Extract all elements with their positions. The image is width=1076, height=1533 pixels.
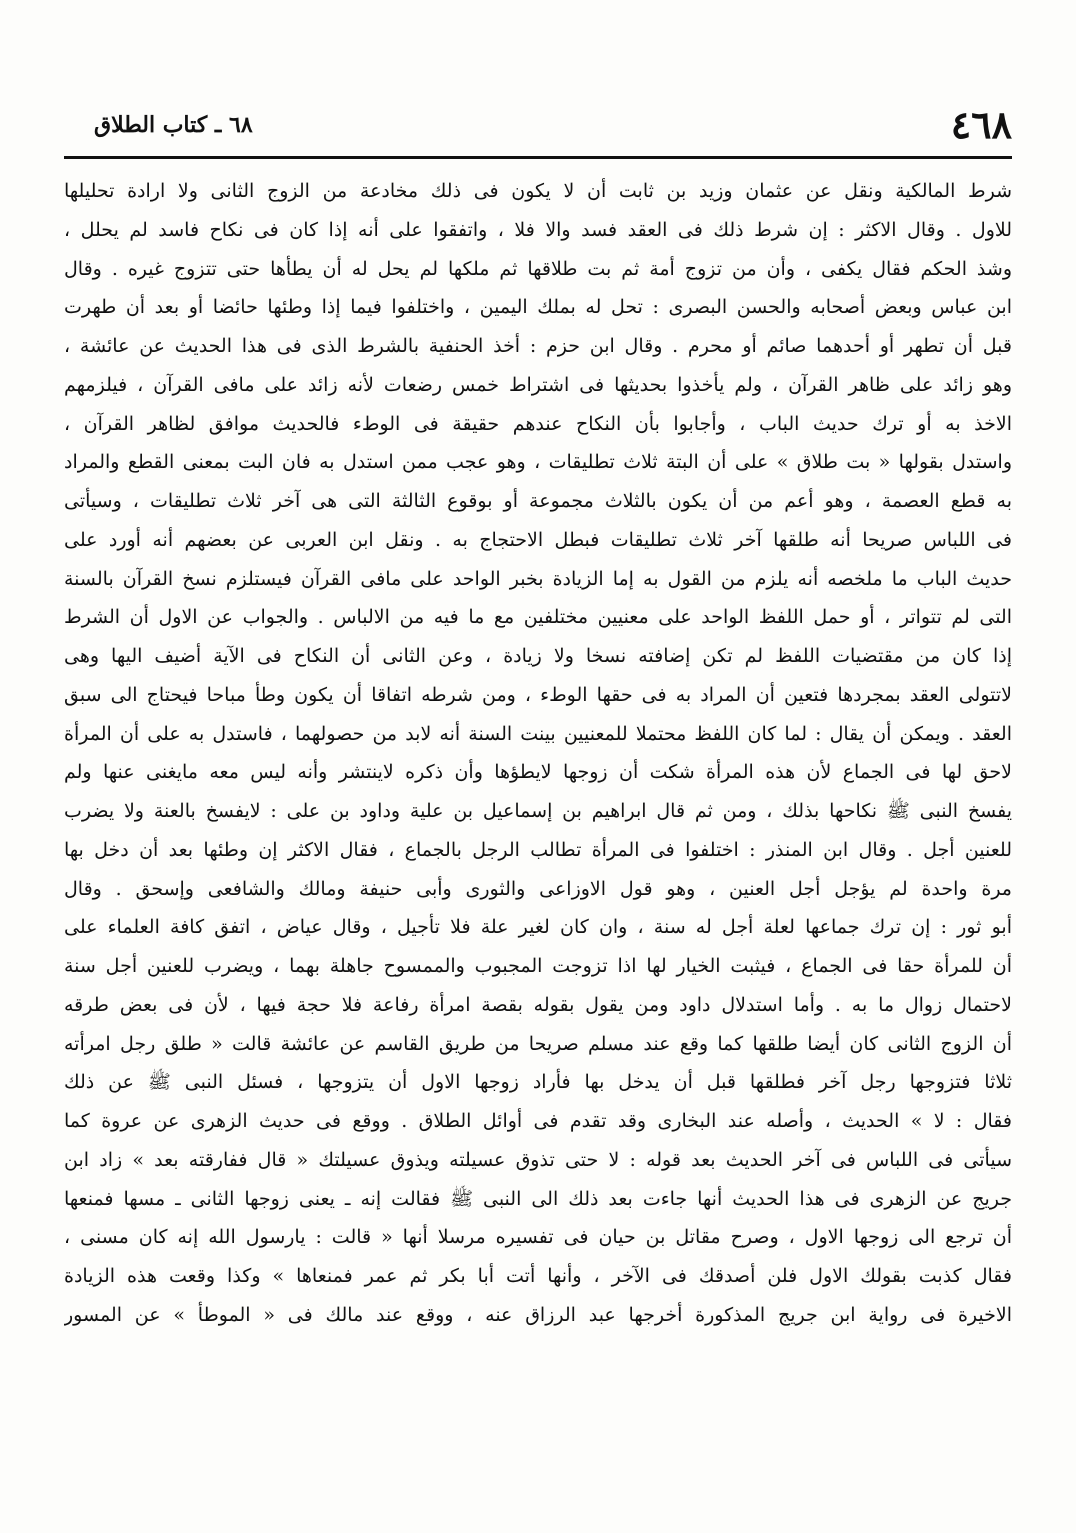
text-line xyxy=(64,1373,1012,1412)
header-rule xyxy=(64,156,1012,159)
text-line: للاول . وقال الاكثر : إن شرط ذلك فى العقد فسد والا فلا ، واتفقوا على أنه إذا كان فى نكاح فاسد لم يحلل ، xyxy=(64,218,1012,241)
text-line: وشذ الحكم فقال يكفى ، وأن من تزوج أمة ثم بت طلاقها ثم ملكها لم يحل له أن يطأها حتى تتزوج غيره . وقال xyxy=(64,257,1012,280)
page-number: ٤٦٨ xyxy=(950,102,1012,147)
text-line: فقال كذبت بقولك الاول فلن أصدقك فى الآخر ، وأنها أتت أبا بكر ثم عمر فمنعاها » وكذا وقعت هذه الزيادة xyxy=(64,1265,1012,1287)
running-title: ٦٨ ـ كتاب الطلاق xyxy=(94,112,253,138)
text-line: أن ترجع الى زوجها الاول ، وصرح مقاتل بن حيان فى تفسيره مرسلا أنها « قالت : يارسول الله إنه كان مسنى ، xyxy=(64,1226,1012,1249)
text-line xyxy=(64,1412,1012,1451)
text-line: حديث الباب ما ملخصه أنه يلزم من القول به إما الزيادة بخبر الواحد على مافى القرآن فيستلزم نسخ القرآن بالسنة xyxy=(64,567,1012,590)
text-line: وهو زائد على ظاهر القرآن ، ولم يأخذوا بحديثها فى اشتراط خمس رضعات لأنه زائد على مافى القرآن ، فيلزمهم xyxy=(64,373,1012,396)
text-line: أن الزوج الثانى كان أيضا طلقها كما وقع عند مسلم صريحا من طريق القاسم عن عائشة قالت « طلق رجل امرأته xyxy=(64,1032,1012,1055)
text-line: أن للمرأة حقا فى الجماع ، فيثبت الخيار لها اذا تزوجت المجبوب والممسوح جاهلة بهما ، ويضرب للعنين أجل سنة xyxy=(64,955,1012,977)
text-line: لاحق لها فى الجماع لأن هذه المرأة شكت أن زوجها لايطؤها وأن ذكره لاينتشر وأنه ليس معه مايغنى عنها ولم xyxy=(64,761,1012,784)
text-line: شرط المالكية ونقل عن عثمان وزيد بن ثابت أن لا يكون فى ذلك مخادعة من الزوج الثانى ولا ارادة تحليلها xyxy=(64,180,1012,202)
text-line: فقال : لا » الحديث ، وأصله عند البخارى وقد تقدم فى أوائل الطلاق . ووقع فى حديث الزهرى عن عروة كما xyxy=(64,1110,1012,1132)
text-line: أبو ثور : إن ترك جماعها لعلة أجل له سنة ، وان كان لغير علة فلا تأجيل ، وقال عياض ، اتفق كافة العلماء على xyxy=(64,916,1012,939)
body-text xyxy=(64,172,1012,1451)
text-line: واستدل بقولها « بت طلاق » على أن البتة ثلاث تطليقات ، وهو عجب ممن استدل به فان البت بمعنى القطع والمراد xyxy=(64,451,1012,474)
text-line: جريج عن الزهرى فى هذا الحديث أنها جاءت بعد ذلك الى النبى ﷺ فقالت إنه ـ يعنى زوجها الثانى ـ مسها فمنعها xyxy=(64,1187,1012,1210)
text-line: إذا كان من مقتضيات اللفظ لم تكن إضافته نسخا ولا زيادة ، وعن الثانى أن النكاح فى الآية أضيف اليها وهى xyxy=(64,645,1012,667)
text-line: فى اللباس صريحا أنه طلقها آخر ثلاث تطليقات فبطل الاحتجاج به . ونقل ابن العربى عن بعضهم أنه أورد على xyxy=(64,528,1012,551)
text-line: سيأتى فى اللباس فى آخر الحديث بعد قوله : لا حتى تذوق عسيلته ويذوق عسيلتك « قال ففارقته بعد » زاد ابن xyxy=(64,1148,1012,1171)
text-line: الاخذ به أو ترك حديث الباب ، وأجابوا بأن النكاح عندهم حقيقة فى الوطء فالحديث موافق لظاهر القرآن ، xyxy=(64,412,1012,435)
text-line: لاتتولى العقد بمجردها فتعين أن المراد به فى حقها الوطء ، ومن شرطه اتفاقا أن يكون وطأ مباحا فيحتاج الى سبق xyxy=(64,683,1012,706)
text-line: ثلاثا فتزوجها رجل آخر فطلقها قبل أن يدخل بها فأراد زوجها الاول أن يتزوجها ، فسئل النبى ﷺ عن ذلك xyxy=(64,1071,1012,1094)
text-line: ابن عباس وبعض أصحابه والحسن البصرى : تحل له بملك اليمين ، واختلفوا فيما إذا وطئها حائضا أو بعد أن طهرت xyxy=(64,296,1012,319)
text-line: للعنين أجل . وقال ابن المنذر : اختلفوا فى المرأة تطالب الرجل بالجماع ، فقال الاكثر إن وطئها بعد أن دخل بها xyxy=(64,838,1012,861)
text-line: لاحتمال زوال ما به . وأما استدلال داود ومن يقول بقوله بقصة امرأة رفاعة فلا حجة فيها ، لأن فى بعض طرقه xyxy=(64,993,1012,1016)
text-line: التى لم تتواتر ، أو حمل اللفظ الواحد على معنيين مختلفين مع ما فيه من الالباس . والجواب عن الاول أن الشرط xyxy=(64,606,1012,629)
text-line: مرة واحدة لم يؤجل أجل العنين ، وهو قول الاوزاعى والثورى وأبى حنيفة ومالك والشافعى وإسحق . وقال xyxy=(64,877,1012,900)
text-line: به قطع العصمة ، وهو أعم من أن يكون بالثلاث مجموعة أو بوقوع الثالثة التى هى آخر ثلاث تطليقات ، وسيأتى xyxy=(64,490,1012,512)
text-line: الاخيرة فى رواية ابن جريج المذكورة أخرجها عبد الرزاق عنه ، ووقع عند مالك فى « الموطأ » عن المسور xyxy=(64,1303,1012,1326)
page-header xyxy=(64,100,1012,154)
text-line: يفسخ النبى ﷺ نكاحها بذلك ، ومن ثم قال ابراهيم بن إسماعيل بن علية وداود بن على : لايفسخ بالعنة ولا يضرب xyxy=(64,800,1012,822)
text-line: العقد . ويمكن أن يقال : لما كان اللفظ محتملا للمعنيين بينت السنة أنه لابد من حصولهما ، فاستدل به على أن المرأة xyxy=(64,722,1012,745)
text-line: قبل أن تطهر أو أحدهما صائم أو محرم . وقال ابن حزم : أخذ الحنفية بالشرط الذى فى هذا الحديث عن عائشة ، xyxy=(64,335,1012,357)
text-line xyxy=(64,1335,1012,1374)
